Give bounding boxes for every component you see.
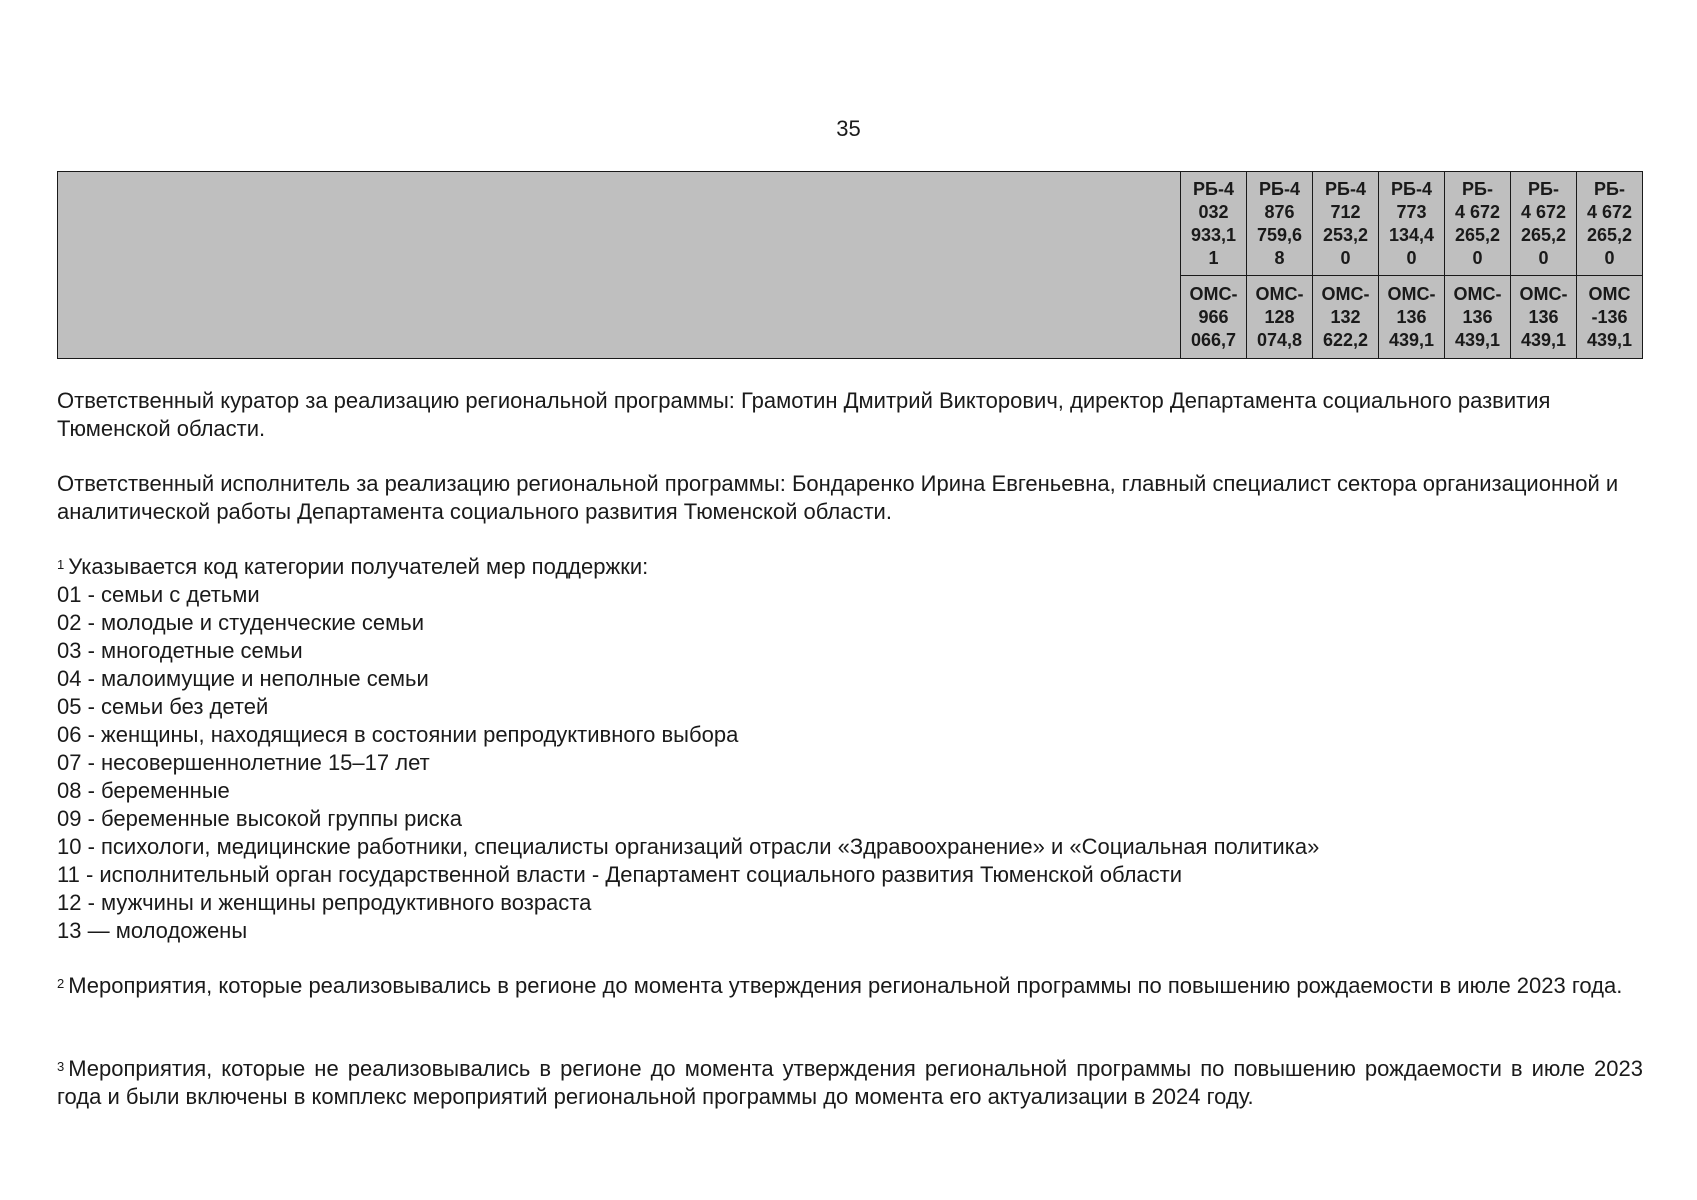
executor-paragraph xyxy=(57,470,1643,526)
footnote-2-marker: 2 xyxy=(57,976,65,991)
category-code-item: 01 - семьи с детьми xyxy=(57,582,260,607)
table-cell-rb: РБ- 4 672 265,2 0 xyxy=(1577,172,1643,276)
footnote-1 xyxy=(57,553,1643,945)
footnote-1-title-line xyxy=(57,553,1643,581)
footnote-3-line xyxy=(57,1055,1643,1111)
footnote-3-text: Мероприятия, которые не реализовывались в регионе до момента утверждения региональной программы по повышению рождаемости в июле 2023 года и были включены в комплекс мероприятий региональной программы до момента его актуализации в 2024 году. xyxy=(57,1056,1643,1109)
table-cell-rb: РБ- 4 672 265,2 0 xyxy=(1511,172,1577,276)
table-cell-oms: ОМС- 132 622,2 xyxy=(1313,276,1379,359)
table-cell-oms: ОМС- 136 439,1 xyxy=(1379,276,1445,359)
category-code-item: 02 - молодые и студенческие семьи xyxy=(57,610,425,635)
category-code-item: 03 - многодетные семьи xyxy=(57,638,303,663)
footnote-2-text: Мероприятия, которые реализовывались в регионе до момента утверждения региональной программы по повышению рождаемости в июле 2023 года. xyxy=(68,973,1623,998)
executor-text: Ответственный исполнитель за реализацию региональной программы: Бондаренко Ирина Евгеньевна, главный специалист сектора организационной и аналитической работы Департамента социального развития Тюменской области. xyxy=(57,471,1619,524)
footnote-3 xyxy=(57,1055,1643,1111)
table-cell-rb: РБ-4 773 134,4 0 xyxy=(1379,172,1445,276)
category-code-item: 13 — молодожены xyxy=(57,918,248,943)
footnote-3-marker: 3 xyxy=(57,1059,65,1074)
curator-paragraph xyxy=(57,387,1643,443)
category-code-item: 06 - женщины, находящиеся в состоянии репродуктивного выбора xyxy=(57,722,739,747)
table-cell-oms: ОМС -136 439,1 xyxy=(1577,276,1643,359)
category-code-item: 08 - беременные xyxy=(57,778,230,803)
category-code-item: 10 - психологи, медицинские работники, специалисты организаций отрасли «Здравоохранение» и «Социальная политика» xyxy=(57,834,1320,859)
table-cell-oms: ОМС- 128 074,8 xyxy=(1247,276,1313,359)
category-code-item: 05 - семьи без детей xyxy=(57,694,269,719)
funding-table xyxy=(57,171,1643,359)
footnote-2-line xyxy=(57,972,1643,1000)
table-cell-rb: РБ-4 712 253,2 0 xyxy=(1313,172,1379,276)
table-cell-rb: РБ- 4 672 265,2 0 xyxy=(1445,172,1511,276)
footnote-2 xyxy=(57,972,1643,1000)
footnote-1-marker: 1 xyxy=(57,557,65,572)
table-label-cell xyxy=(58,172,1181,359)
table-cell-oms: ОМС- 966 066,7 xyxy=(1181,276,1247,359)
category-code-item: 12 - мужчины и женщины репродуктивного возраста xyxy=(57,890,592,915)
category-code-item: 04 - малоимущие и неполные семьи xyxy=(57,666,429,691)
table-cell-rb: РБ-4 876 759,6 8 xyxy=(1247,172,1313,276)
footnote-1-title: Указывается код категории получателей мер поддержки: xyxy=(68,554,649,579)
table-cell-oms: ОМС- 136 439,1 xyxy=(1445,276,1511,359)
curator-text: Ответственный куратор за реализацию региональной программы: Грамотин Дмитрий Викторович, директор Департамента социального развития Тюменской области. xyxy=(57,388,1551,441)
table-row-rb xyxy=(58,172,1643,276)
table-cell-rb: РБ-4 032 933,1 1 xyxy=(1181,172,1247,276)
page-number: 35 xyxy=(836,116,861,141)
category-code-item: 09 - беременные высокой группы риска xyxy=(57,806,463,831)
table-cell-oms: ОМС- 136 439,1 xyxy=(1511,276,1577,359)
category-code-item: 11 - исполнительный орган государственной власти - Департамент социального развития Тюменской области xyxy=(57,862,1183,887)
category-code-item: 07 - несовершеннолетние 15–17 лет xyxy=(57,750,430,775)
